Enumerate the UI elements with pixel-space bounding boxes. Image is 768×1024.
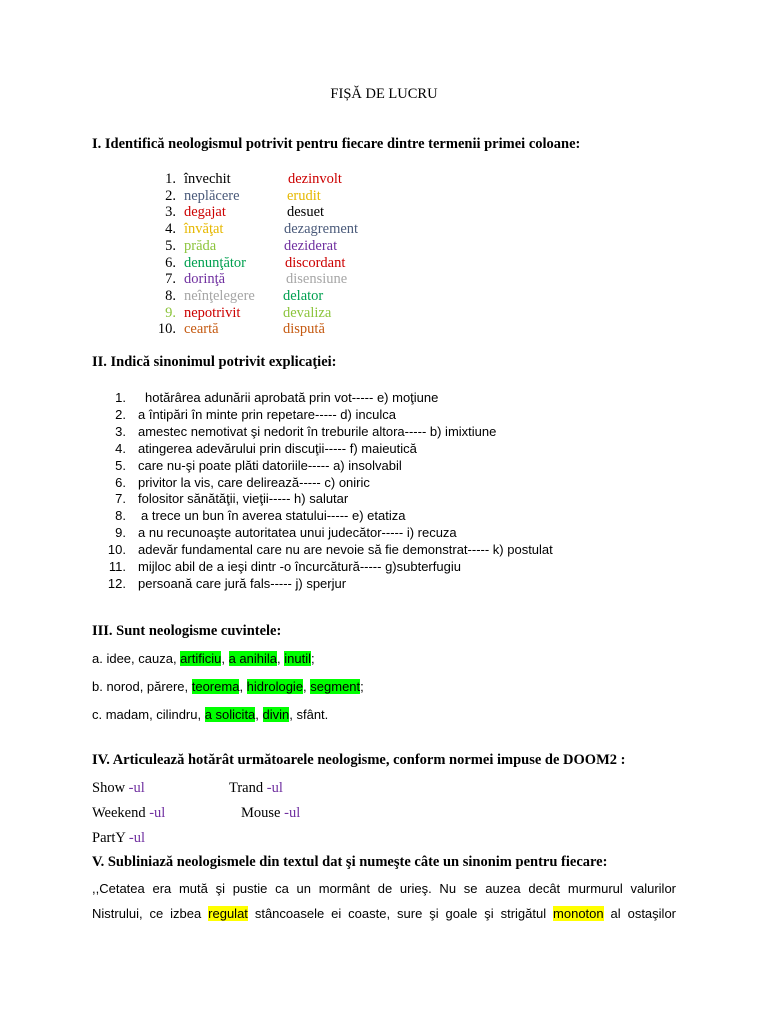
word: Weekend [92,805,146,821]
term-right: dezinvolt [288,171,342,187]
text: , [239,679,247,694]
definition-row [0,507,768,524]
text: al ostaşilor [603,906,676,921]
text: , [255,707,263,722]
term-left: nepotrivit [184,304,241,321]
article-suffix: -ul [266,780,283,796]
term-right: erudit [287,187,321,204]
definition-row [0,575,768,592]
term-right: deziderat [284,237,338,254]
row-number: 5. [165,237,176,254]
row-number: 10. [107,542,126,558]
row-number: 1. [115,390,126,405]
text: a. idee, cauza, [92,651,181,666]
highlighted-word: a anihila [228,651,278,666]
row-number: 8. [115,508,126,524]
highlighted-word: regulat [208,906,248,921]
match-row [0,188,768,205]
word: Trand [229,780,264,796]
match-row [0,204,768,221]
text: , [303,679,311,694]
section-4-heading: IV. Articulează hotărât următoarele neologisme, conform normei impuse de DOOM2 : [92,752,626,768]
term-right: devaliza [283,304,332,321]
word-mouse [241,805,300,822]
definition-row [0,423,768,440]
term-left: denunţător [184,254,247,271]
word-weekend [92,805,165,822]
highlighted-word: inutil [284,651,312,666]
text: , [221,651,229,666]
definition-text: atingerea adevărului prin discuţii----- f) maieutică [138,440,417,456]
row-number: 1. [165,171,176,187]
definition-text: a trece un bun în averea statului----- e) etatiza [141,508,406,524]
text: b. norod, părere, [92,679,192,694]
highlighted-word: artificiu [180,651,222,666]
word-party [92,830,145,847]
highlighted-word: divin [262,707,290,722]
text: , sfânt. [289,707,329,722]
row-number: 4. [115,440,126,456]
term-right: dispută [283,321,325,338]
definition-row [0,558,768,575]
definition-text: care nu-şi poate plăti datoriile----- a) insolvabil [138,457,402,473]
definition-text: mijloc abil de a ieşi dintr -o încurcătură----- g)subterfugiu [138,559,461,574]
term-left: neînţelegere [184,287,255,304]
row-number: 7. [165,271,176,288]
highlighted-word: hidrologie [246,679,304,694]
row-number: 5. [115,457,126,473]
term-left: prăda [184,237,217,254]
article-suffix: -ul [284,805,301,821]
section-3-line-c [92,707,328,722]
term-left: dorinţă [184,271,226,288]
term-right: delator [283,287,324,304]
row-number: 11. [108,559,126,574]
definition-text: a nu recunoaşte autoritatea unui judecător----- i) recuza [138,525,457,541]
match-row [0,321,768,338]
match-row [0,305,768,322]
definition-row [0,524,768,541]
definition-row [0,406,768,423]
row-number: 10. [157,321,176,338]
section-1-heading: I. Identifică neologismul potrivit pentru fiecare dintre termenii primei coloane: [92,136,581,152]
term-left: ceartă [184,321,219,338]
section-5-heading: V. Subliniază neologismele din textul dat şi numeşte câte un sinonim pentru fiecare: [92,854,608,870]
text: , [277,651,285,666]
word: Show [92,780,126,796]
definition-row [0,440,768,457]
match-row [0,238,768,255]
term-right: discordant [285,254,346,271]
definition-text: persoană care jură fals----- j) sperjur [138,575,347,591]
row-number: 8. [165,287,176,304]
highlighted-word: teorema [191,679,240,694]
word-show [92,780,145,797]
definition-row [0,490,768,507]
passage-line-2 [92,906,676,921]
highlighted-word: segment [310,679,361,694]
highlighted-word: monoton [553,906,604,921]
text: stâncoasele ei coaste, sure şi goale şi strigătul [247,906,554,921]
highlighted-word: a solicita [204,707,256,722]
row-number: 9. [165,304,176,321]
match-row [0,288,768,305]
definition-text: folositor sănătăţii, vieţii----- h) salutar [138,491,349,507]
term-right: disensiune [286,271,348,288]
term-left: învăţat [184,221,224,238]
section-3-heading: III. Sunt neologisme cuvintele: [92,623,282,639]
term-left: neplăcere [184,187,240,204]
text: ; [311,651,315,666]
match-row [0,271,768,288]
term-right: desuet [287,204,325,221]
row-number: 3. [165,204,176,221]
passage-line-1: ,,Cetatea era mută şi pustie ca un mormânt de urieş. Nu se auzea decât murmurul valurilor [92,881,676,896]
definition-row [0,541,768,558]
match-row [0,221,768,238]
page-title: FIȘĂ DE LUCRU [330,86,438,102]
section-2-heading: II. Indică sinonimul potrivit explicaţiei: [92,354,337,370]
word: PartY [92,830,126,846]
text: c. madam, cilindru, [92,707,205,722]
row-number: 2. [165,187,176,204]
term-left: învechit [184,171,231,187]
match-row [0,171,768,188]
text: ; [360,679,364,694]
row-number: 12. [107,575,126,591]
definition-text: amestec nemotivat şi nedorit în treburile altora----- b) imixtiune [138,423,497,439]
row-number: 6. [115,474,126,490]
article-suffix: -ul [149,805,166,821]
term-right: dezagrement [284,221,359,238]
definition-text: adevăr fundamental care nu are nevoie să fie demonstrat----- k) postulat [138,542,553,558]
row-number: 9. [115,525,126,541]
word-trand [229,780,283,797]
definition-row [0,474,768,491]
row-number: 4. [165,221,176,238]
article-suffix: -ul [128,780,145,796]
word: Mouse [241,805,281,821]
row-number: 2. [115,406,126,422]
definition-row [0,457,768,474]
row-number: 3. [115,423,126,439]
section-3-line-b [92,679,364,694]
definition-text: a întipări în minte prin repetare----- d) inculca [138,406,396,422]
term-left: degajat [184,204,226,221]
row-number: 6. [165,254,176,271]
match-row [0,255,768,272]
definition-row [0,389,768,406]
definition-text: hotărârea adunării aprobată prin vot----- e) moţiune [145,390,439,405]
definition-text: privitor la vis, care delirează----- c) oniric [138,474,370,490]
row-number: 7. [115,491,126,507]
text: Nistrului, ce izbea [92,906,209,921]
article-suffix: -ul [128,830,146,846]
section-3-line-a [92,651,315,666]
